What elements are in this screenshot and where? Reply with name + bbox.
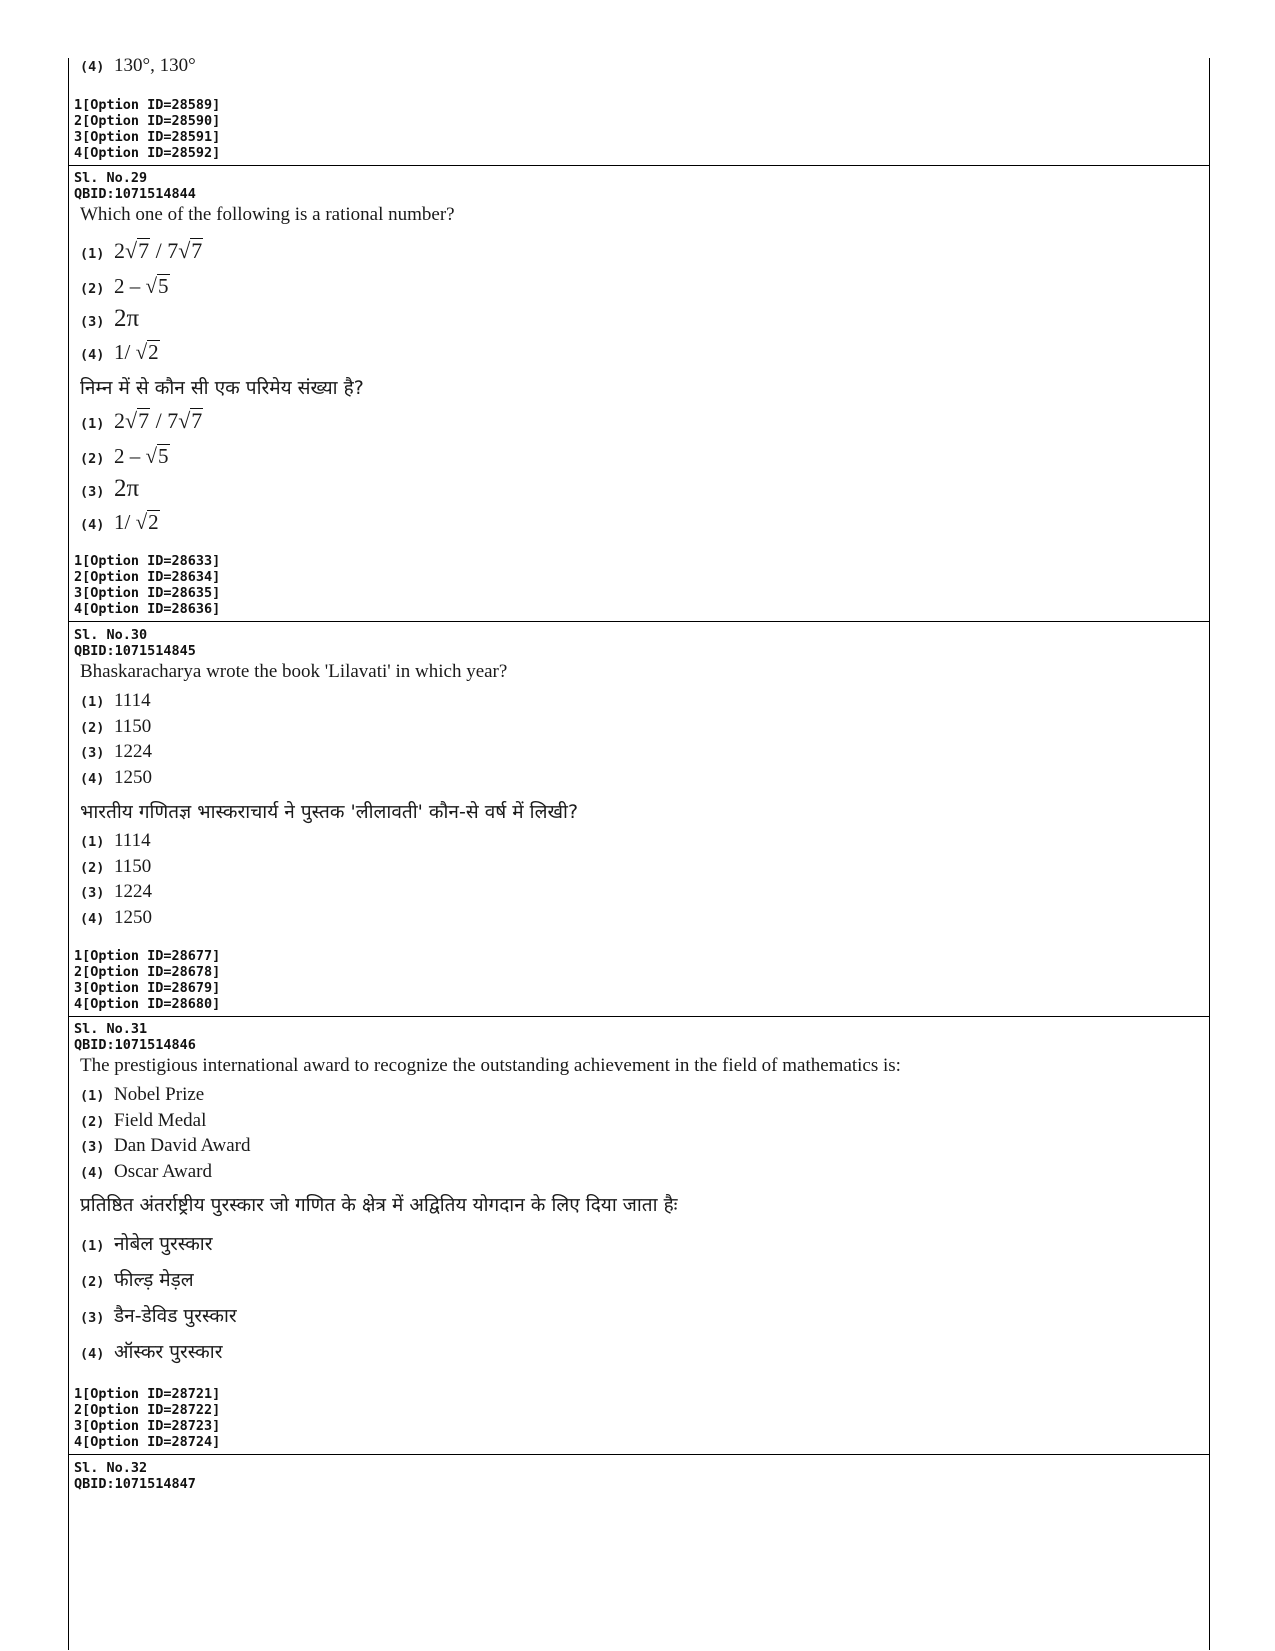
option-number: (3) (80, 314, 105, 330)
option-value: 1250 (114, 767, 152, 788)
term: 2 – (114, 274, 146, 298)
option-number: (3) (80, 885, 105, 901)
q30-question-hi: भारतीय गणितज्ञ भास्कराचार्य ने पुस्तक 'लीलावती' कौन-से वर्ष में लिखी? (80, 801, 579, 823)
option-id-line: 3[Option ID=28723] (74, 1418, 221, 1434)
option-number: (2) (80, 1114, 105, 1130)
radicand: 7 (138, 408, 150, 433)
option-value: ऑस्कर पुरस्कार (114, 1341, 223, 1363)
qbid: QBID:1071514845 (74, 643, 196, 659)
option-value: 1150 (114, 716, 152, 737)
option-number: (1) (80, 1088, 105, 1104)
divider (69, 621, 1209, 622)
option-value: फील्ड़ मेड़ल (114, 1269, 194, 1291)
option-value: Oscar Award (114, 1161, 212, 1182)
option-value: Field Medal (114, 1110, 207, 1131)
option-number: (1) (80, 246, 105, 262)
q30-option-ids (74, 948, 220, 1012)
option-id-line: 3[Option ID=28679] (74, 980, 221, 996)
option-value: 2√7 / 7√7 (114, 238, 203, 263)
term: 1/ (114, 340, 136, 364)
option-number: (3) (80, 484, 105, 500)
option-id-line: 3[Option ID=28635] (74, 585, 221, 601)
option-id-line: 4[Option ID=28680] (74, 996, 221, 1012)
option-id-line: 2[Option ID=28590] (74, 113, 221, 129)
option-number: (4) (80, 771, 105, 787)
coef: 2 (114, 238, 125, 263)
q31-hi-option-2 (80, 1266, 194, 1292)
option-value: 1/ √2 (114, 510, 159, 534)
option-id-line: 2[Option ID=28678] (74, 964, 221, 980)
q30-hi-option-4 (80, 907, 152, 929)
q30-hi-option-3 (80, 881, 152, 903)
option-id-line: 1[Option ID=28633] (74, 553, 221, 569)
q30-option-3 (80, 741, 152, 763)
q31-meta (74, 1021, 196, 1053)
divisor: / 7 (150, 238, 179, 263)
q31-question-en: The prestigious international award to recognize the outstanding achievement in the field of mathematics is: (80, 1055, 901, 1076)
serial-number: Sl. No.29 (74, 170, 148, 186)
option-value: 2√7 / 7√7 (114, 408, 203, 433)
option-id-line: 1[Option ID=28589] (74, 97, 221, 113)
q29-option-2 (80, 274, 170, 299)
q30-meta (74, 627, 196, 659)
serial-number: Sl. No.32 (74, 1460, 148, 1476)
option-id-line: 3[Option ID=28591] (74, 129, 221, 145)
radicand: 5 (158, 274, 169, 298)
option-number: (2) (80, 1274, 105, 1290)
option-number: (4) (80, 1165, 105, 1181)
q29-option-3 (80, 305, 139, 333)
radicand: 7 (138, 238, 150, 263)
option-value: 1224 (114, 741, 152, 762)
qbid: QBID:1071514846 (74, 1037, 196, 1053)
serial-number: Sl. No.30 (74, 627, 148, 643)
q31-hi-option-1 (80, 1230, 212, 1256)
serial-number: Sl. No.31 (74, 1021, 148, 1037)
q31-option-1 (80, 1084, 204, 1106)
q29-option-ids (74, 553, 220, 617)
q31-option-3 (80, 1135, 251, 1157)
option-value: 2 – √5 (114, 274, 169, 298)
option-number: (4) (80, 1346, 105, 1362)
coef: 2 (114, 408, 125, 433)
option-number: (2) (80, 860, 105, 876)
option-number: (3) (80, 1139, 105, 1155)
q29-meta (74, 170, 196, 202)
term: 2 – (114, 444, 146, 468)
q29-hi-option-2 (80, 444, 170, 469)
option-number: (2) (80, 451, 105, 467)
option-number: (4) (80, 59, 105, 75)
option-id-line: 4[Option ID=28636] (74, 601, 221, 617)
divider (69, 165, 1209, 166)
q30-hi-option-2 (80, 856, 151, 878)
option-number: (4) (80, 911, 105, 927)
option-value: Nobel Prize (114, 1084, 205, 1105)
option-value: 1150 (114, 856, 152, 877)
q29-hi-option-4 (80, 510, 160, 535)
option-value: 2 – √5 (114, 444, 169, 468)
qbid: QBID:1071514844 (74, 186, 196, 202)
radicand: 7 (191, 408, 203, 433)
option-value: 1250 (114, 907, 152, 928)
divider (69, 1454, 1209, 1455)
q30-option-2 (80, 716, 151, 738)
q29-hi-option-3 (80, 475, 139, 503)
option-value: 130°, 130° (114, 55, 196, 76)
q31-question-hi: प्रतिष्ठित अंतर्राष्ट्रीय पुरस्कार जो गणित के क्षेत्र में अद्वितिय योगदान के लिए दिया जाता हैः (80, 1194, 678, 1216)
option-value: नोबेल पुरस्कार (114, 1233, 213, 1255)
option-id-line: 2[Option ID=28634] (74, 569, 221, 585)
q29-question-hi: निम्न में से कौन सी एक परिमेय संख्या है? (80, 377, 364, 399)
term: 1/ (114, 510, 136, 534)
option-value: 1224 (114, 881, 152, 902)
q31-option-2 (80, 1110, 206, 1132)
option-value: 1114 (114, 830, 151, 851)
option-number: (3) (80, 745, 105, 761)
q31-hi-option-3 (80, 1302, 237, 1328)
option-value: Dan David Award (114, 1135, 251, 1156)
q30-option-4 (80, 767, 152, 789)
option-id-line: 1[Option ID=28721] (74, 1386, 221, 1402)
q30-option-1 (80, 690, 151, 712)
divider (69, 1016, 1209, 1017)
option-value: 1114 (114, 690, 151, 711)
q29-hi-option-1 (80, 408, 203, 434)
option-number: (4) (80, 347, 105, 363)
option-value: 2π (114, 475, 140, 502)
radicand: 2 (148, 510, 159, 534)
option-number: (1) (80, 834, 105, 850)
radicand: 2 (148, 340, 159, 364)
option-value: डैन-डेविड पुरस्कार (114, 1305, 237, 1327)
qbid: QBID:1071514847 (74, 1476, 196, 1492)
divisor: / 7 (150, 408, 179, 433)
question-paper-frame (68, 55, 1210, 1650)
option-number: (1) (80, 694, 105, 710)
q29-option-1 (80, 238, 203, 264)
q29-question-en: Which one of the following is a rational number? (80, 204, 455, 225)
q29-option-4 (80, 340, 160, 365)
q30-hi-option-1 (80, 830, 151, 852)
q31-option-4 (80, 1161, 212, 1183)
option-id-line: 4[Option ID=28724] (74, 1434, 221, 1450)
option-number: (3) (80, 1310, 105, 1326)
option-number: (1) (80, 1238, 105, 1254)
option-id-line: 2[Option ID=28722] (74, 1402, 221, 1418)
radicand: 7 (191, 238, 203, 263)
q31-option-ids (74, 1386, 220, 1450)
q30-question-en: Bhaskaracharya wrote the book 'Lilavati' in which year? (80, 661, 508, 682)
option-id-line: 4[Option ID=28592] (74, 145, 221, 161)
option-number: (4) (80, 517, 105, 533)
q28-option-4 (80, 55, 196, 77)
option-id-line: 1[Option ID=28677] (74, 948, 221, 964)
option-number: (2) (80, 281, 105, 297)
option-number: (1) (80, 416, 105, 432)
q31-hi-option-4 (80, 1338, 222, 1364)
option-number: (2) (80, 720, 105, 736)
radicand: 5 (158, 444, 169, 468)
q32-meta (74, 1460, 196, 1492)
option-value: 1/ √2 (114, 340, 159, 364)
q28-option-ids (74, 97, 220, 161)
option-value: 2π (114, 305, 140, 332)
